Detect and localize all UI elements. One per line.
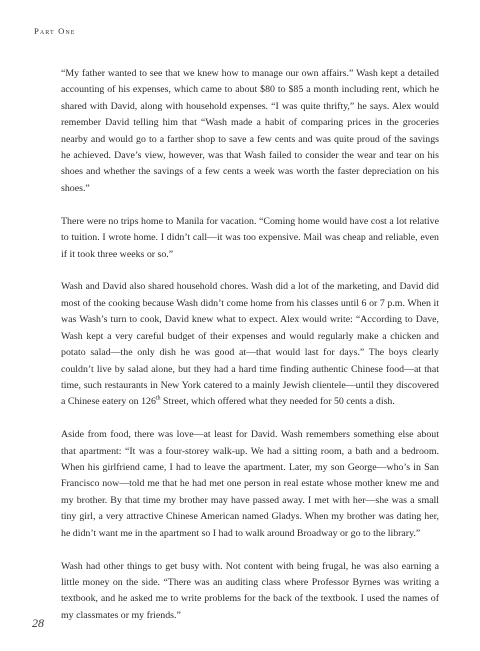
page-number: 28	[32, 616, 44, 630]
running-head: Part One	[34, 26, 76, 36]
body-text	[61, 66, 439, 641]
ordinal-superscript: th	[155, 396, 161, 403]
paragraph-3-text: Wash and David also shared household chores. Wash did a lot of the marketing, and David did most of the cooking because Wash didn’t come home from his classes until 6 or 7 p.m. When it was Wash’s turn to cook, David knew what to expect. Alex would write: “According to Dave, Wash kept a very careful budget of their expenses and would regularly make a chicken and potato salad—the only dish he was good at—that would last for days.” The boys clearly couldn’t live by salad alone, but they had a hard time finding authentic Chinese food—at that time, such restaurants in New York catered to a mainly Jewish clientele—until they discovered a Chinese eatery on 126	[61, 281, 439, 408]
paragraph-5: Wash had other things to get busy with. Not content with being frugal, he was also earning a little money on the side. “There was an auditing class where Professor Byrnes was writing a textbook, and he asked me to write problems for the back of the textbook. I used the names of my classmates or my friends.”	[61, 560, 439, 621]
paragraph-3	[61, 279, 439, 410]
paragraph-1: “My father wanted to see that we knew how to manage our own affairs.” Wash kept a detailed accounting of his expenses, which came to about $80 to $85 a month including rent, which he shared with David, along with household expenses. “I was quite thrifty,” he says. Alex would remember David telling him that “Wash made a habit of comparing prices in the groceries nearby and would go to a farther shop to save a few cents and was quite proud of the savings he achieved. Dave’s view, however, was that Wash failed to consider the wear and tear on his shoes and whether the savings of a few cents a week was worth the faster depreciation on his shoes.”	[61, 68, 439, 194]
paragraph-3-text-end: Street, which offered what they needed for 50 cents a dish.	[160, 396, 395, 408]
paragraph-2: There were no trips home to Manila for vacation. “Coming home would have cost a lot relative to tuition. I wrote home. I didn’t call—it was too expensive. Mail was cheap and reliable, even if it took three weeks or so.”	[61, 215, 439, 260]
paragraph-4: Aside from food, there was love—at least for David. Wash remembers something else about that apartment: “It was a four-storey walk-up. We had a sitting room, a bath and a bedroom. When his girlfriend came, I had to leave the apartment. Later, my son George—who’s in San Francisco now—told me that he had met one person in real estate whose mother knew me and my brother. By that time my brother may have passed away. I met with her—she was a small tiny girl, a very attractive Chinese American named Gladys. When my brother was dating her, he didn’t want me in the apartment so I had to walk around Broadway or go to the library.”	[61, 429, 439, 539]
